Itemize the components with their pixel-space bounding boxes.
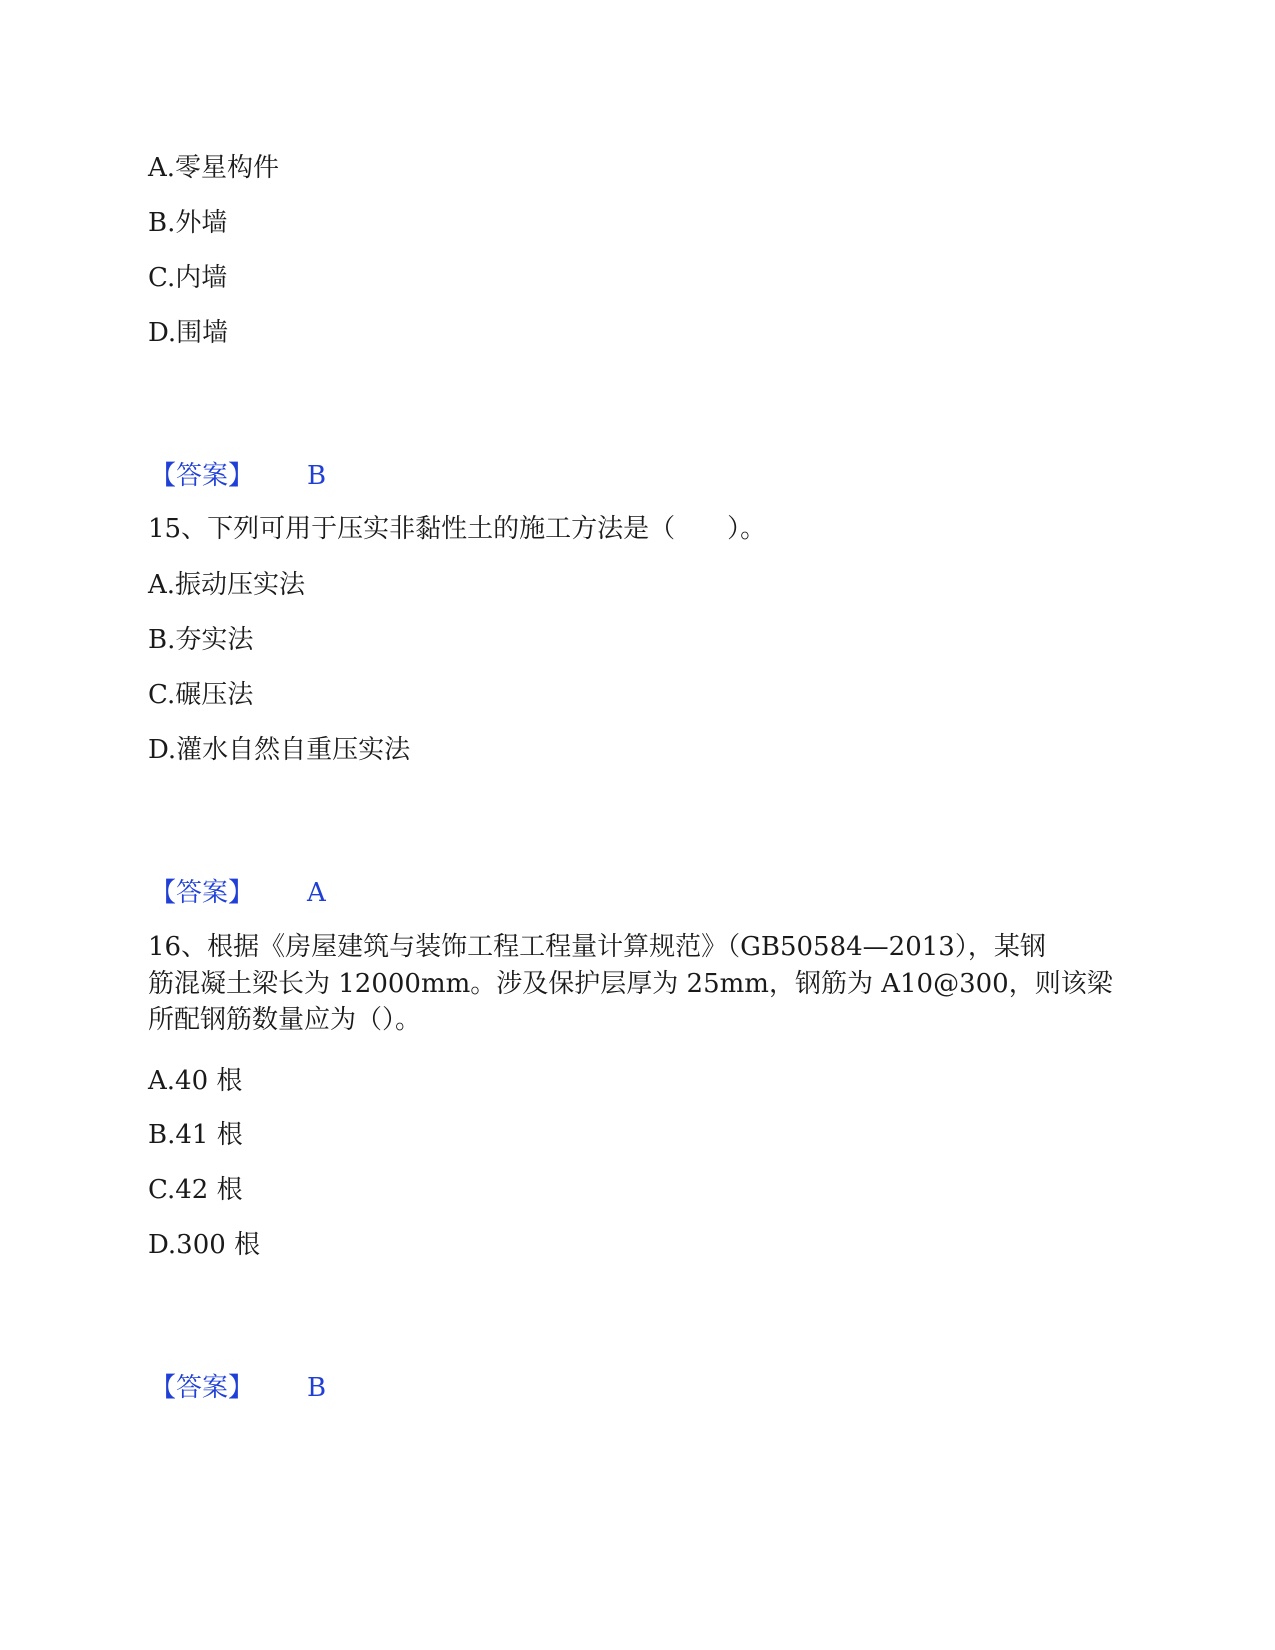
q15-option-c: C.碾压法	[148, 680, 254, 710]
q14-option-b: B.外墙	[148, 208, 228, 238]
q14-answer	[150, 461, 327, 491]
q16-option-a: A.40 根	[148, 1066, 243, 1096]
q15-option-b: B.夯实法	[148, 625, 254, 655]
q16-option-d: D.300 根	[148, 1230, 261, 1260]
answer-label: 【答案】	[150, 461, 255, 491]
q14-option-c: C.内墙	[148, 263, 228, 293]
answer-label: 【答案】	[150, 1373, 255, 1403]
q15-question: 15、下列可用于压实非黏性土的施工方法是（ ）。	[148, 514, 767, 544]
q16-question-line-3: 所配钢筋数量应为（）。	[148, 1005, 422, 1035]
q16-answer	[150, 1373, 327, 1403]
q16-option-b: B.41 根	[148, 1120, 243, 1150]
answer-value: B	[307, 1373, 327, 1403]
answer-value: B	[307, 461, 327, 491]
q15-option-d: D.灌水自然自重压实法	[148, 735, 411, 765]
answer-label: 【答案】	[150, 878, 255, 908]
q16-question-line-2: 筋混凝土梁长为 12000mm。涉及保护层厚为 25mm，钢筋为 A10@300，则该梁	[148, 969, 1113, 999]
q14-option-a: A.零星构件	[148, 153, 280, 183]
q16-question-line-1: 16、根据《房屋建筑与装饰工程工程量计算规范》（GB50584—2013），某钢	[148, 932, 1046, 962]
q16-option-c: C.42 根	[148, 1175, 243, 1205]
q15-answer	[150, 878, 326, 908]
answer-value: A	[307, 878, 326, 908]
q14-option-d: D.围墙	[148, 318, 229, 348]
q15-option-a: A.振动压实法	[148, 570, 306, 600]
